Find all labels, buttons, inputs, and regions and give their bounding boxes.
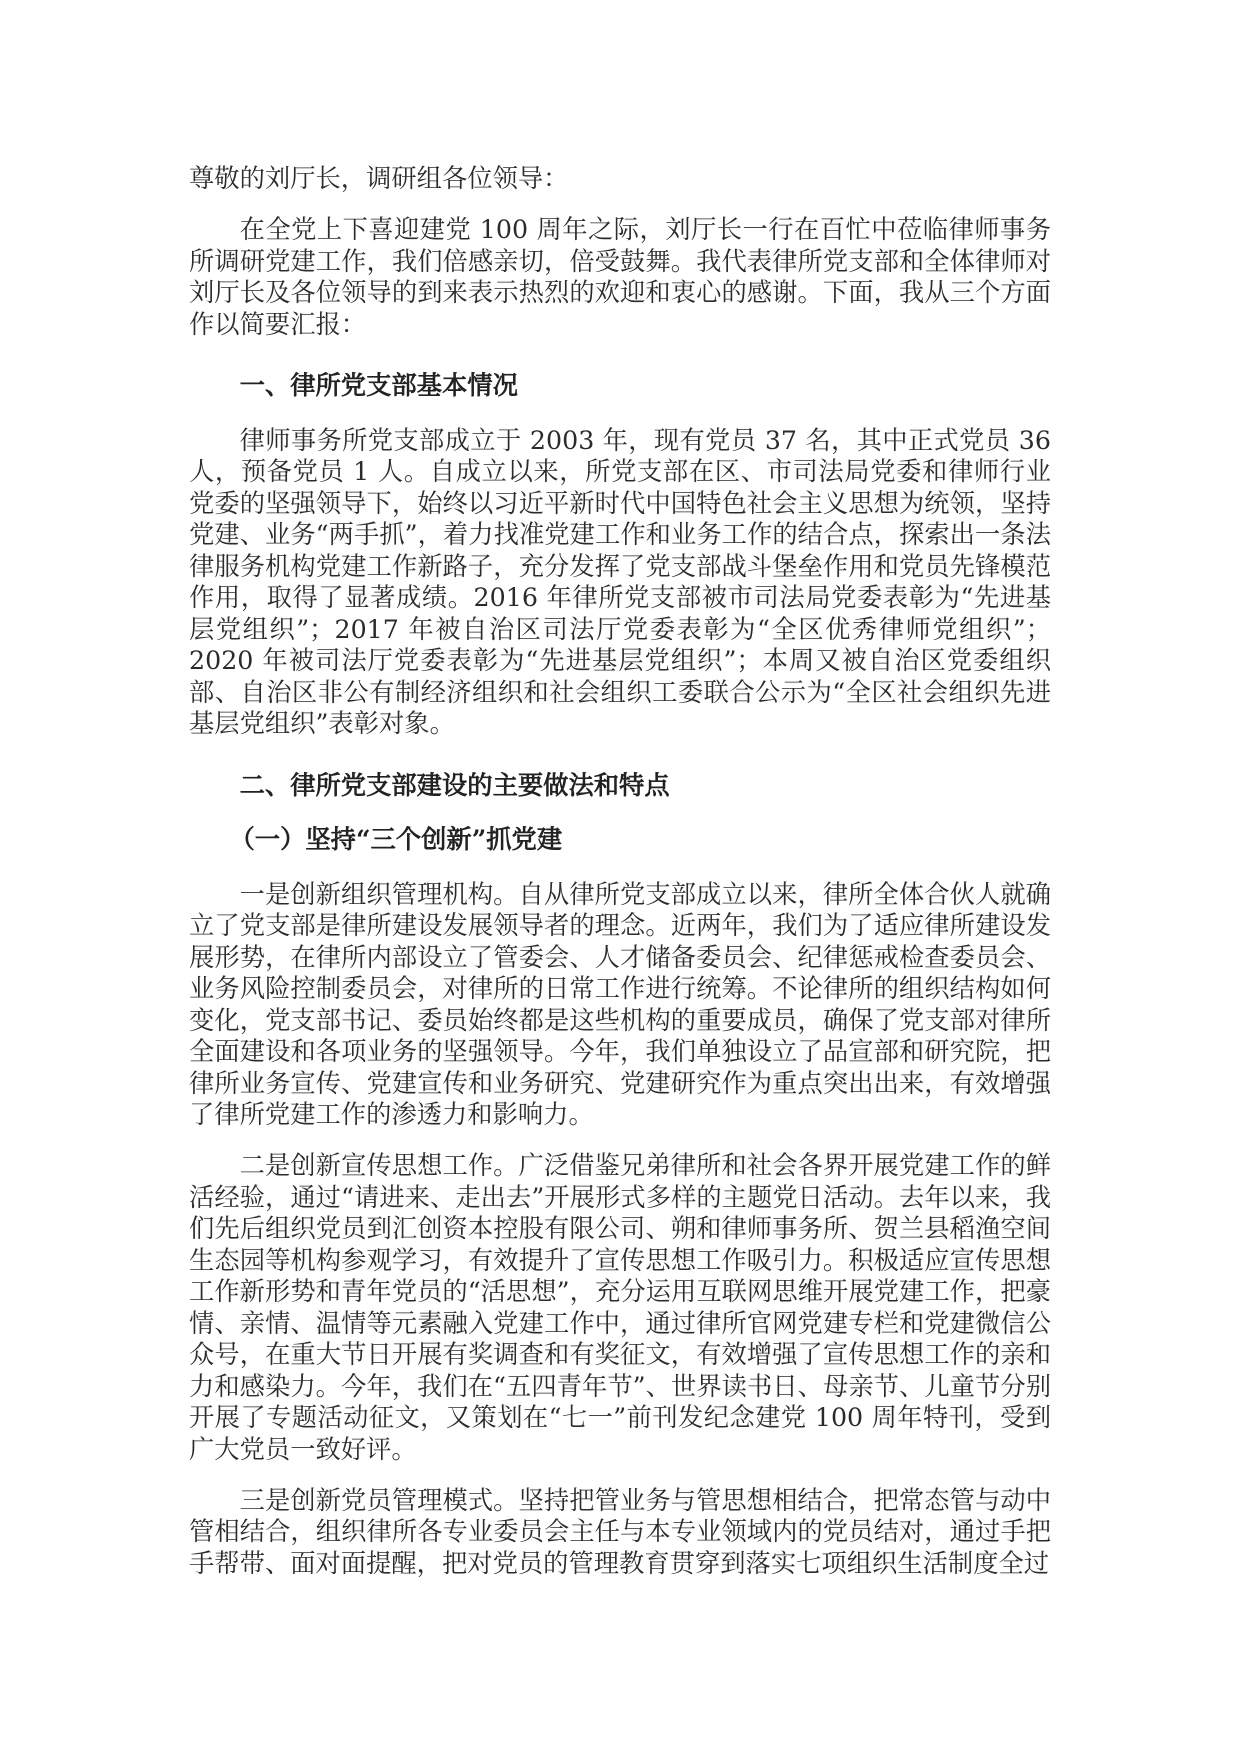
member-management-paragraph: 三是创新党员管理模式。坚持把管业务与管思想相结合，把常态管与动中管相结合，组织律所各专业委员会主任与本专业领域内的党员结对，通过手把手帮带、面对面提醒，把对党员的管理教育贯穿到落实七项组织生活制度全过	[189, 1485, 1051, 1578]
section-1-paragraph: 律师事务所党支部成立于 2003 年，现有党员 37 名，其中正式党员 36 人，预备党员 1 人。自成立以来，所党支部在区、市司法局党委和律师行业党委的坚强领导下，始终以习近平新时代中国特色社会主义思想为统领，坚持党建、业务“两手抓”，着力找准党建工作和业务工作的结合点，探索出一条法律服务机构党建工作新路子，充分发挥了党支部战斗堡垒作用和党员先锋模范作用，取得了显著成绩。2016 年律所党支部被市司法局党委表彰为“先进基层党组织”；2017 年被自治区司法厅党委表彰为“全区优秀律师党组织”；2020 年被司法厅党委表彰为“先进基层党组织”；本周又被自治区党委组织部、自治区非公有制经济组织和社会组织工委联合公示为“全区社会组织先进基层党组织”表彰对象。	[189, 425, 1051, 738]
intro-paragraph: 在全党上下喜迎建党 100 周年之际，刘厅长一行在百忙中莅临律师事务所调研党建工作，我们倍感亲切，倍受鼓舞。我代表律所党支部和全体律师对刘厅长及各位领导的到来表示热烈的欢迎和衷心的感谢。下面，我从三个方面作以简要汇报：	[189, 215, 1051, 339]
section-1-heading: 一、律所党支部基本情况	[239, 370, 518, 400]
salutation: 尊敬的刘厅长，调研组各位领导：	[189, 164, 569, 193]
subsection-1-heading: （一）坚持“三个创新”抓党建	[229, 824, 563, 854]
org-innovation-paragraph: 一是创新组织管理机构。自从律所党支部成立以来，律所全体合伙人就确立了党支部是律所建设发展领导者的理念。近两年，我们为了适应律所建设发展形势，在律所内部设立了管委会、人才储备委员会、纪律惩戒检查委员会、业务风险控制委员会，对律所的日常工作进行统筹。不论律所的组织结构如何变化，党支部书记、委员始终都是这些机构的重要成员，确保了党支部对律所全面建设和各项业务的坚强领导。今年，我们单独设立了品宣部和研究院，把律所业务宣传、党建宣传和业务研究、党建研究作为重点突出出来，有效增强了律所党建工作的渗透力和影响力。	[189, 879, 1051, 1129]
propaganda-innovation-paragraph: 二是创新宣传思想工作。广泛借鉴兄弟律所和社会各界开展党建工作的鲜活经验，通过“请进来、走出去”开展形式多样的主题党日活动。去年以来，我们先后组织党员到汇创资本控股有限公司、朔和律师事务所、贺兰县稻渔空间生态园等机构参观学习，有效提升了宣传思想工作吸引力。积极适应宣传思想工作新形势和青年党员的“活思想”，充分运用互联网思维开展党建工作，把豪情、亲情、温情等元素融入党建工作中，通过律所官网党建专栏和党建微信公众号，在重大节日开展有奖调查和有奖征文，有效增强了宣传思想工作的亲和力和感染力。今年，我们在“五四青年节”、世界读书日、母亲节、儿童节分别开展了专题活动征文，又策划在“七一”前刊发纪念建党 100 周年特刊，受到广大党员一致好评。	[189, 1151, 1051, 1464]
document-page	[189, 163, 1051, 1599]
section-2-heading: 二、律所党支部建设的主要做法和特点	[239, 769, 670, 800]
